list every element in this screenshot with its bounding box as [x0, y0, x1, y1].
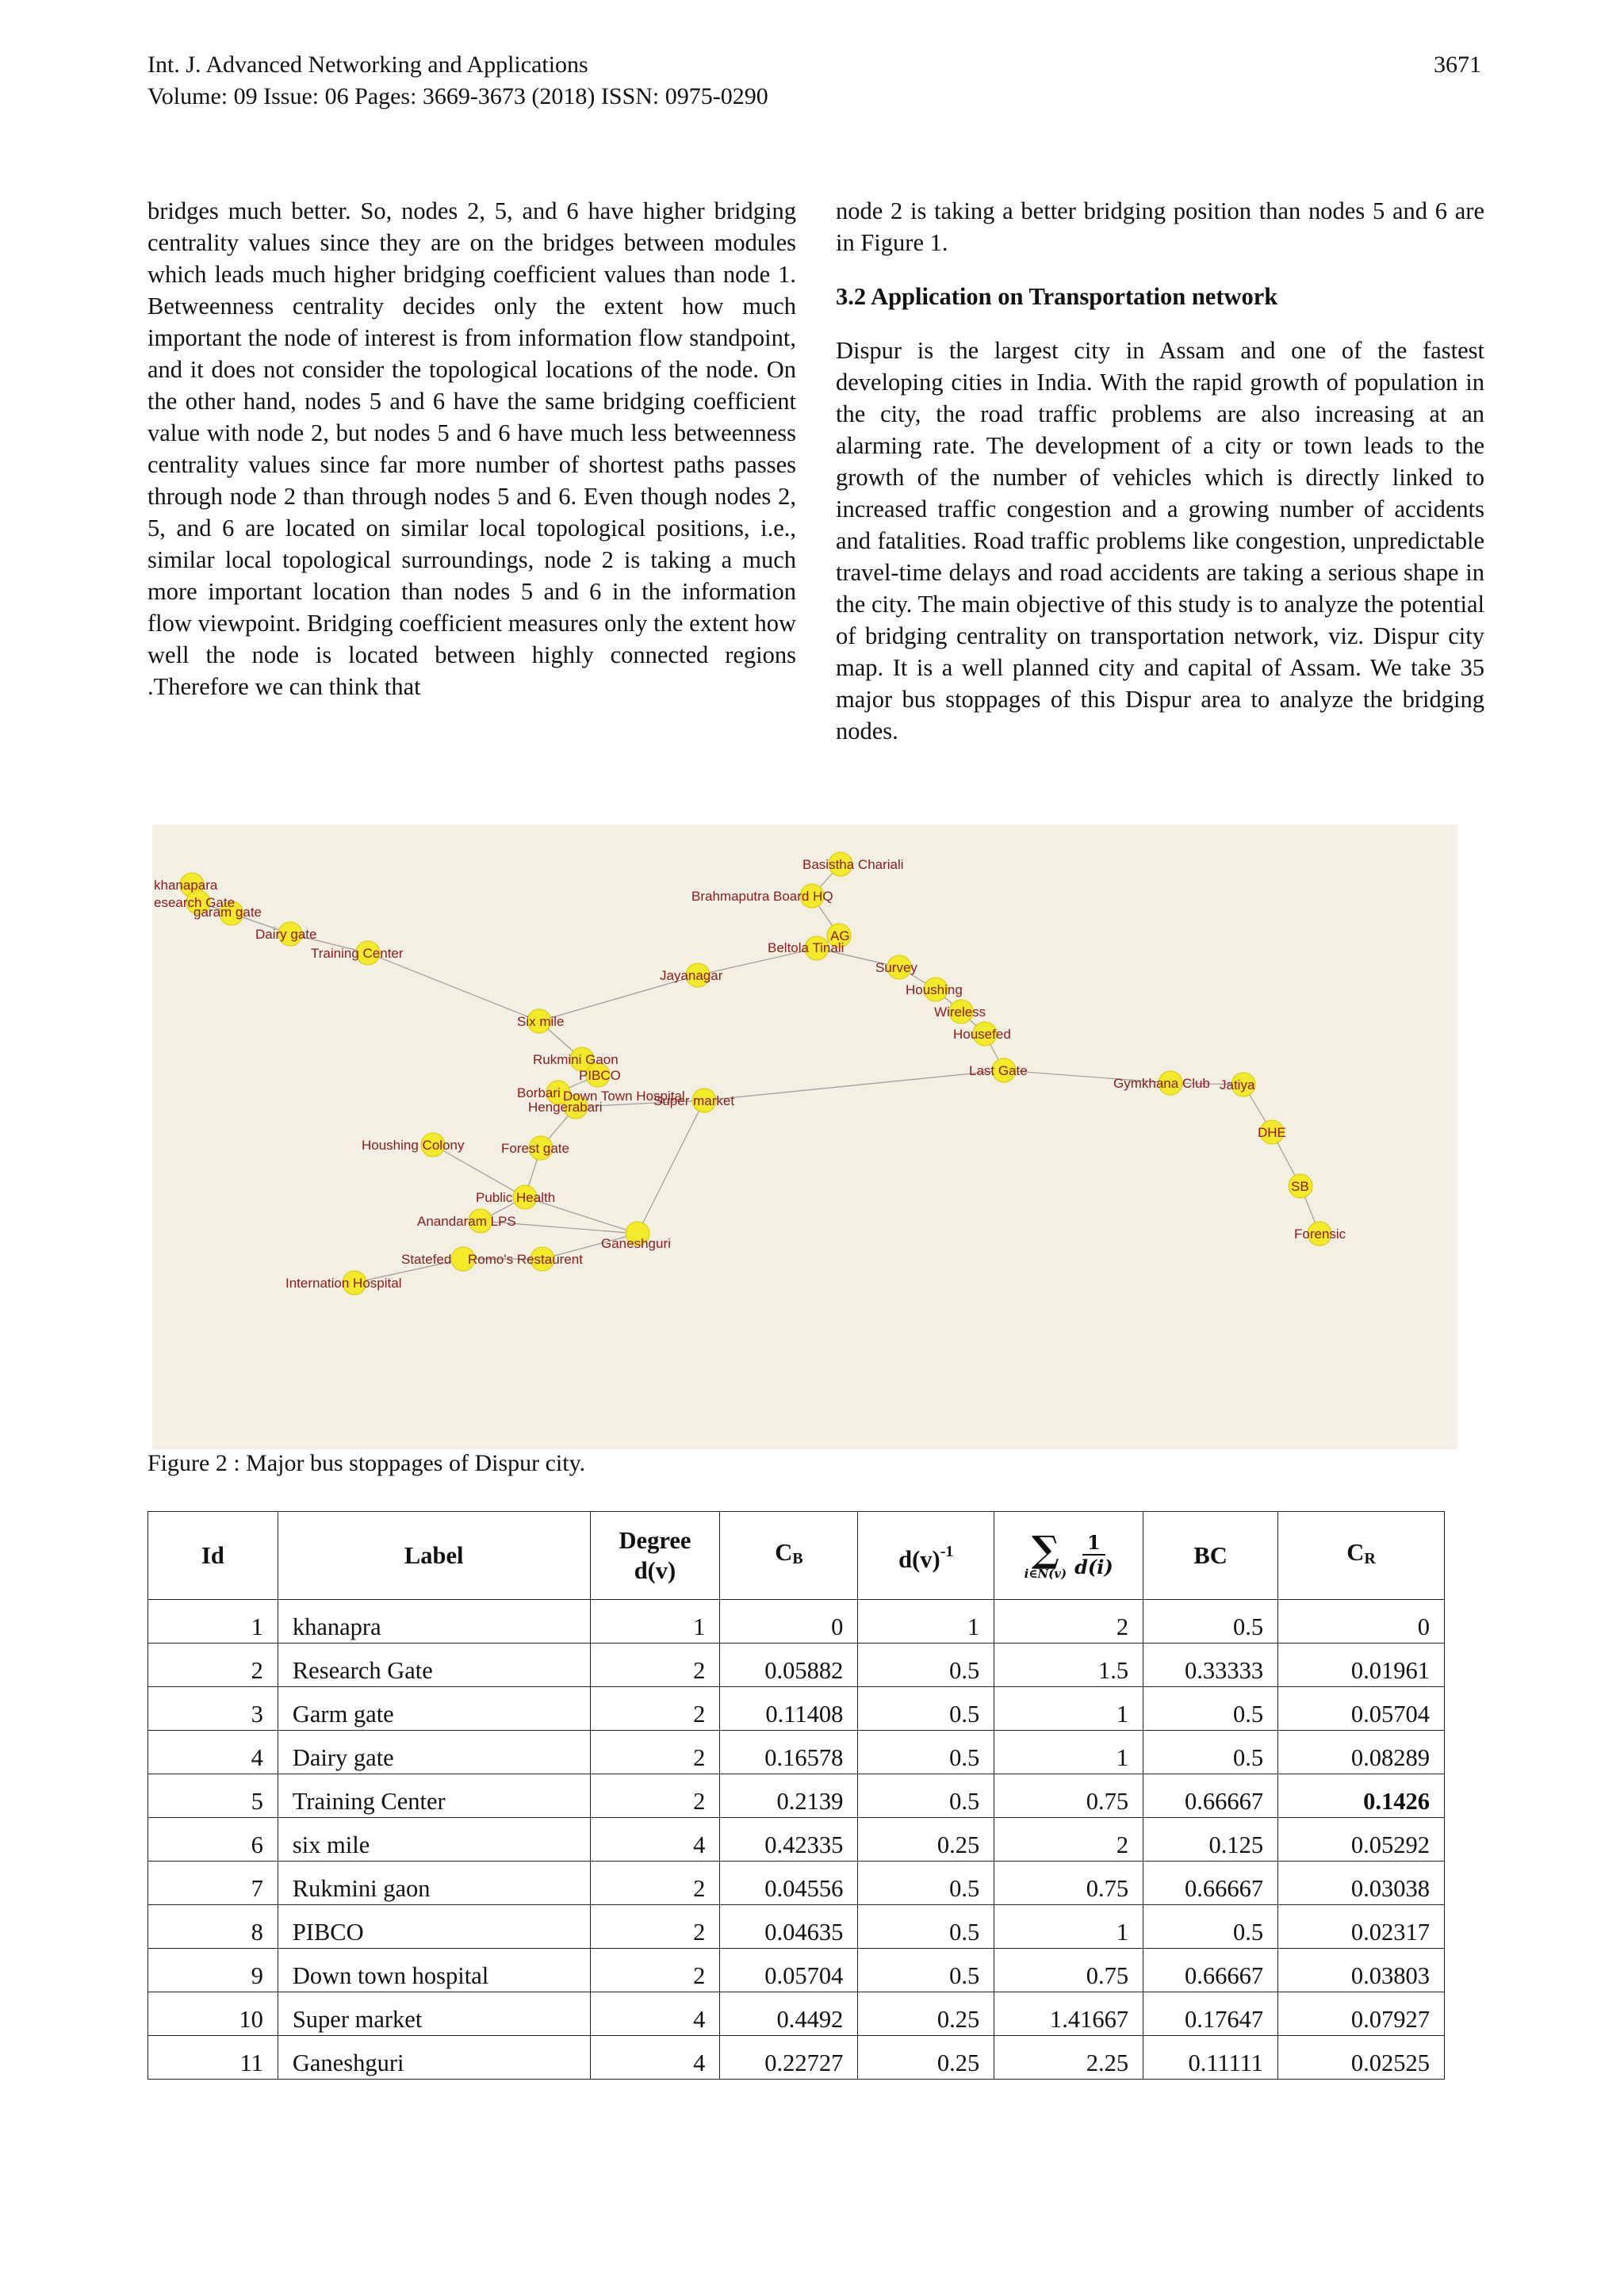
cell-dinv: 0.5: [858, 1862, 994, 1905]
cell-degree: 2: [590, 1905, 720, 1949]
cell-label: Garm gate: [278, 1687, 590, 1731]
node-label: garam gate: [193, 905, 262, 920]
node-label: Jayanagar: [660, 968, 723, 983]
cell-label: PIBCO: [278, 1905, 590, 1949]
cell-id: 10: [148, 1992, 278, 2036]
table-row: [148, 1644, 1445, 1687]
cell-cr: 0.01961: [1278, 1644, 1445, 1687]
table-row: [148, 2036, 1445, 2080]
cell-id: 3: [148, 1687, 278, 1731]
node-label: PIBCO: [579, 1068, 621, 1083]
header-bc: BC: [1143, 1512, 1278, 1600]
header-cr: [1278, 1512, 1445, 1600]
cell-dinv: 0.25: [858, 1992, 994, 2036]
node-label: Last Gate: [969, 1063, 1028, 1078]
cell-sum: 1: [994, 1731, 1143, 1774]
node-label: Forest gate: [501, 1141, 569, 1156]
cell-cb: 0.4492: [720, 1992, 858, 2036]
cell-cb: 0.04556: [720, 1862, 858, 1905]
sum-subscript: i∈N(v): [1024, 1567, 1067, 1581]
body-paragraph: Dispur is the largest city in Assam and one of the fastest developing cities in India. With the rapid growth of population in the city, the road traffic problems are also increasing at an alarming rate. The development of a city or town leads to the growth of the number of vehicles which is directly linked to increased traffic congestion and a growing number of accidents and fatalities. Road traffic problems like congestion, unpredictable travel-time delays and road accidents are taking a serious shape in the city. The main objective of this study is to analyze the potential of bridging centrality on transportation network, viz. Dispur city map. It is a well planned city and capital of Assam. We take 35 major bus stoppages of this Dispur area to analyze the bridging nodes.: [836, 337, 1484, 744]
edge: [368, 953, 539, 1021]
cell-degree: 1: [590, 1600, 720, 1644]
header-cr-sub: R: [1364, 1550, 1376, 1567]
cell-cr: 0.05704: [1278, 1687, 1445, 1731]
cell-sum: 2: [994, 1818, 1143, 1862]
body-paragraph: bridges much better. So, nodes 2, 5, and 6 have higher bridging centrality values since they are on the bridges between modules which leads much higher bridging coefficient values than node 1. Betweenness centrality decides only the extent how much important the node of interest is from information flow standpoint, and it does not consider the topological locations of the node. On the other hand, nodes 5 and 6 have the same bridging coefficient value with node 2, but nodes 5 and 6 have much less betweenness centrality values since far more number of shortest paths passes through node 2 than through nodes 5 and 6. Even though nodes 2, 5, and 6 are located on similar local topological positions, i.e., similar local topological surroundings, node 2 is taking a much more important location than nodes 5 and 6 in the information flow viewpoint. Bridging coefficient measures only the extent how well the node is located between highly connected regions .Therefore we can think that: [147, 197, 796, 700]
cell-dinv: 0.25: [858, 2036, 994, 2080]
node-label: Houshing Colony: [362, 1138, 465, 1153]
cell-bc: 0.33333: [1143, 1644, 1278, 1687]
cell-cr: 0.07927: [1278, 1992, 1445, 2036]
volume-info: Volume: 09 Issue: 06 Pages: 3669-3673 (2018) ISSN: 0975-0290: [147, 83, 768, 109]
node-label: Hengerabari: [528, 1100, 603, 1115]
cell-cr: 0.05292: [1278, 1818, 1445, 1862]
cell-degree: 4: [590, 1992, 720, 2036]
cell-label: khanapra: [278, 1600, 590, 1644]
table-row: [148, 1600, 1445, 1644]
journal-name: Int. J. Advanced Networking and Applications: [147, 52, 588, 78]
cell-id: 4: [148, 1731, 278, 1774]
graph-edges: [192, 864, 1320, 1283]
cell-cr: 0: [1278, 1600, 1445, 1644]
node-label: Survey: [875, 960, 917, 975]
node-label: Anandaram LPS: [417, 1214, 516, 1229]
node-label: Brahmaputra Board HQ: [691, 889, 833, 904]
header-id: Id: [148, 1512, 278, 1600]
header-cb-sub: B: [792, 1550, 803, 1567]
network-figure: [152, 825, 1457, 1449]
cell-degree: 2: [590, 1774, 720, 1818]
header-degree-line2: d(v): [634, 1557, 676, 1584]
cell-id: 2: [148, 1644, 278, 1687]
cell-cr: 0.03038: [1278, 1862, 1445, 1905]
graph-nodes: [180, 852, 1331, 1295]
cell-degree: 2: [590, 1862, 720, 1905]
cell-cb: 0.42335: [720, 1818, 858, 1862]
node-label: Houshing: [906, 982, 963, 997]
cell-bc: 0.125: [1143, 1818, 1278, 1862]
cell-bc: 0.5: [1143, 1600, 1278, 1644]
node-label: SB: [1291, 1179, 1309, 1194]
node-label: Ganeshguri: [601, 1236, 671, 1251]
node-label: Wireless: [934, 1004, 986, 1020]
cell-id: 9: [148, 1949, 278, 1992]
cell-dinv: 1: [858, 1600, 994, 1644]
node-label: Gymkhana Club: [1113, 1076, 1210, 1091]
node-label: Jatiya: [1220, 1077, 1255, 1093]
cell-sum: 0.75: [994, 1949, 1143, 1992]
body-paragraph: node 2 is taking a better bridging position than nodes 5 and 6 are in Figure 1.: [836, 197, 1484, 256]
cell-label: Super market: [278, 1992, 590, 2036]
node-label: khanapara: [154, 878, 218, 893]
node-label: Housefed: [953, 1027, 1011, 1042]
node-label: Borbari: [517, 1085, 561, 1100]
cell-sum: 0.75: [994, 1774, 1143, 1818]
node-label: Down Town Hospital: [563, 1089, 685, 1104]
cell-cb: 0.16578: [720, 1731, 858, 1774]
cell-bc: 0.17647: [1143, 1992, 1278, 2036]
cell-dinv: 0.25: [858, 1818, 994, 1862]
cell-cr: 0.03803: [1278, 1949, 1445, 1992]
cell-cb: 0.2139: [720, 1774, 858, 1818]
node-label: Statefed: [401, 1252, 452, 1267]
figure-caption: Figure 2 : Major bus stoppages of Dispur city.: [147, 1450, 586, 1476]
cell-label: Training Center: [278, 1774, 590, 1818]
node-label: Six mile: [517, 1014, 565, 1029]
cell-id: 5: [148, 1774, 278, 1818]
cell-degree: 2: [590, 1644, 720, 1687]
running-header: [147, 49, 768, 113]
cell-dinv: 0.5: [858, 1687, 994, 1731]
node-label: Internation Hospital: [285, 1276, 402, 1291]
cell-cb: 0.11408: [720, 1687, 858, 1731]
cell-cr: 0.02525: [1278, 2036, 1445, 2080]
node-label: Beltola Tinali: [768, 940, 845, 955]
table-row: [148, 1818, 1445, 1862]
table-row: [148, 1774, 1445, 1818]
cell-id: 6: [148, 1818, 278, 1862]
cell-cb: 0.05704: [720, 1949, 858, 1992]
cell-sum: 1.5: [994, 1644, 1143, 1687]
cell-bc: 0.11111: [1143, 2036, 1278, 2080]
edge: [704, 1070, 1004, 1100]
node-label: DHE: [1258, 1125, 1286, 1140]
cell-sum: 2: [994, 1600, 1143, 1644]
cell-cb: 0.04635: [720, 1905, 858, 1949]
cell-cr: 0.02317: [1278, 1905, 1445, 1949]
header-label: Label: [278, 1512, 590, 1600]
node-label: Basistha Chariali: [802, 857, 904, 872]
cell-dinv: 0.5: [858, 1644, 994, 1687]
cell-degree: 2: [590, 1731, 720, 1774]
header-degree: [590, 1512, 720, 1600]
left-column: [147, 195, 796, 702]
node-label: Forensic: [1294, 1226, 1346, 1242]
cell-cr-highlight: 0.1426: [1278, 1774, 1445, 1818]
header-cb-main: C: [775, 1539, 793, 1566]
table-header-row: [148, 1512, 1445, 1600]
page-number: 3671: [1434, 52, 1481, 78]
node-label: Public Health: [476, 1190, 556, 1205]
cell-cr: 0.08289: [1278, 1731, 1445, 1774]
table-row: [148, 1905, 1445, 1949]
cell-sum: 1.41667: [994, 1992, 1143, 2036]
cell-sum: 1: [994, 1905, 1143, 1949]
cell-cb: 0.22727: [720, 2036, 858, 2080]
cell-bc: 0.66667: [1143, 1774, 1278, 1818]
cell-label: six mile: [278, 1818, 590, 1862]
header-degree-line1: Degree: [619, 1527, 691, 1554]
header-cr-main: C: [1346, 1539, 1365, 1566]
node-label: Dairy gate: [255, 927, 317, 942]
sum-symbol: ∑: [1032, 1528, 1059, 1571]
cell-bc: 0.66667: [1143, 1949, 1278, 1992]
sum-numerator: 1: [1082, 1532, 1105, 1556]
cell-cb: 0.05882: [720, 1644, 858, 1687]
section-heading: 3.2 Application on Transportation network: [836, 283, 1278, 310]
table-row: [148, 1687, 1445, 1731]
cell-label: Rukmini gaon: [278, 1862, 590, 1905]
cell-bc: 0.5: [1143, 1687, 1278, 1731]
cell-dinv: 0.5: [858, 1949, 994, 1992]
table-row: [148, 1731, 1445, 1774]
cell-id: 8: [148, 1905, 278, 1949]
cell-dinv: 0.5: [858, 1774, 994, 1818]
network-graph: [152, 825, 1457, 1449]
edge: [638, 1100, 704, 1234]
cell-label: Down town hospital: [278, 1949, 590, 1992]
cell-degree: 4: [590, 2036, 720, 2080]
node-label: Super market: [653, 1093, 735, 1108]
centrality-table: [147, 1511, 1445, 2080]
header-dv-inverse: [858, 1512, 994, 1600]
table-row: [148, 1949, 1445, 1992]
cell-bc: 0.66667: [1143, 1862, 1278, 1905]
cell-id: 7: [148, 1862, 278, 1905]
cell-bc: 0.5: [1143, 1905, 1278, 1949]
cell-degree: 2: [590, 1687, 720, 1731]
table-row: [148, 1992, 1445, 2036]
header-sum-formula: [994, 1512, 1143, 1600]
cell-sum: 2.25: [994, 2036, 1143, 2080]
cell-label: Dairy gate: [278, 1731, 590, 1774]
cell-label: Ganeshguri: [278, 2036, 590, 2080]
node-label: Rukmini Gaon: [533, 1052, 619, 1067]
header-dv-sup: -1: [940, 1543, 954, 1560]
cell-dinv: 0.5: [858, 1905, 994, 1949]
cell-id: 1: [148, 1600, 278, 1644]
cell-degree: 2: [590, 1949, 720, 1992]
right-column: [836, 195, 1484, 747]
cell-sum: 1: [994, 1687, 1143, 1731]
cell-dinv: 0.5: [858, 1731, 994, 1774]
cell-cb: 0: [720, 1600, 858, 1644]
node-label: esearch Gate: [154, 895, 236, 910]
cell-bc: 0.5: [1143, 1731, 1278, 1774]
header-dv-main: d(v): [898, 1546, 940, 1573]
node-label: AG: [830, 928, 850, 943]
cell-id: 11: [148, 2036, 278, 2080]
cell-sum: 0.75: [994, 1862, 1143, 1905]
sum-denominator: d(i): [1074, 1556, 1113, 1578]
node-label: Training Center: [311, 946, 404, 961]
header-cb: [720, 1512, 858, 1600]
table-row: [148, 1862, 1445, 1905]
cell-degree: 4: [590, 1818, 720, 1862]
node-label: Romo's Restaurent: [468, 1252, 583, 1267]
cell-label: Research Gate: [278, 1644, 590, 1687]
